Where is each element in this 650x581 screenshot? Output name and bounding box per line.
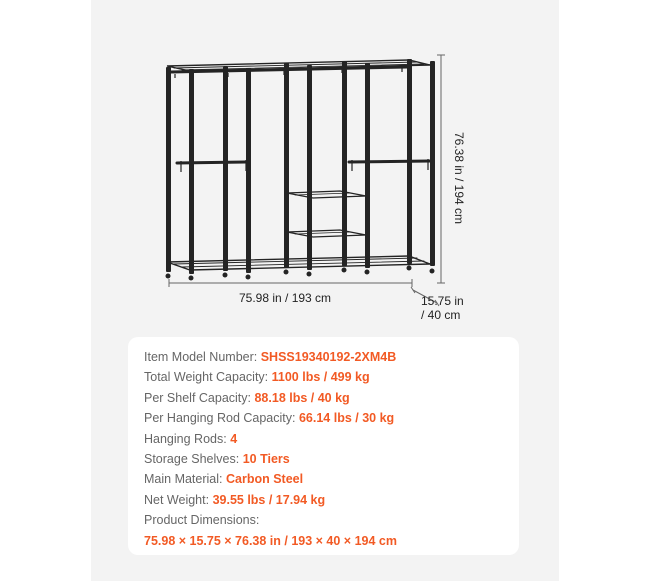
- spec-net-weight: [144, 490, 519, 510]
- spec-hanging-rods: [144, 429, 519, 449]
- spec-item-model-number: [144, 347, 519, 367]
- spec-total-weight-capacity: [144, 367, 519, 387]
- spec-per-shelf-capacity: [144, 388, 519, 408]
- spec-label: Product Dimensions:: [144, 513, 260, 528]
- depth-dimension-line1: 15.75 in: [421, 294, 464, 308]
- depth-dimension-label: [421, 294, 464, 322]
- spec-value: 66.14 lbs / 30 kg: [298, 411, 395, 426]
- spec-label: Hanging Rods:: [144, 431, 227, 446]
- spec-storage-shelves: [144, 449, 519, 469]
- spec-value: 88.18 lbs / 40 kg: [254, 390, 350, 405]
- spec-label: Main Material:: [144, 472, 223, 487]
- spec-label: Total Weight Capacity:: [144, 370, 269, 385]
- spec-label: Per Shelf Capacity:: [144, 390, 251, 405]
- spec-product-dimensions-label: [144, 510, 519, 530]
- depth-dimension-line2: / 40 cm: [421, 308, 461, 322]
- spec-per-hanging-rod-capacity: [144, 408, 519, 428]
- spec-value: 4: [230, 431, 238, 446]
- width-dimension-label: 75.98 in / 193 cm: [239, 291, 332, 305]
- spec-value: 75.98 × 15.75 × 76.38 in / 193 × 40 × 194 cm: [144, 533, 397, 548]
- spec-value: Carbon Steel: [225, 472, 304, 487]
- specification-card: [128, 337, 519, 555]
- spec-label: Per Hanging Rod Capacity:: [144, 411, 296, 426]
- spec-value: 39.55 lbs / 17.94 kg: [212, 492, 326, 507]
- spec-label: Item Model Number:: [144, 350, 258, 364]
- spec-product-dimensions-value: [144, 531, 519, 551]
- spec-value: SHSS19340192-2XM4B: [260, 350, 397, 364]
- spec-main-material: [144, 469, 519, 489]
- height-dimension-label: 76.38 in / 194 cm: [452, 131, 466, 225]
- spec-label: Net Weight:: [144, 492, 210, 507]
- spec-value: 10 Tiers: [242, 452, 290, 467]
- spec-label: Storage Shelves:: [144, 452, 240, 467]
- spec-value: 1100 lbs / 499 kg: [271, 370, 370, 385]
